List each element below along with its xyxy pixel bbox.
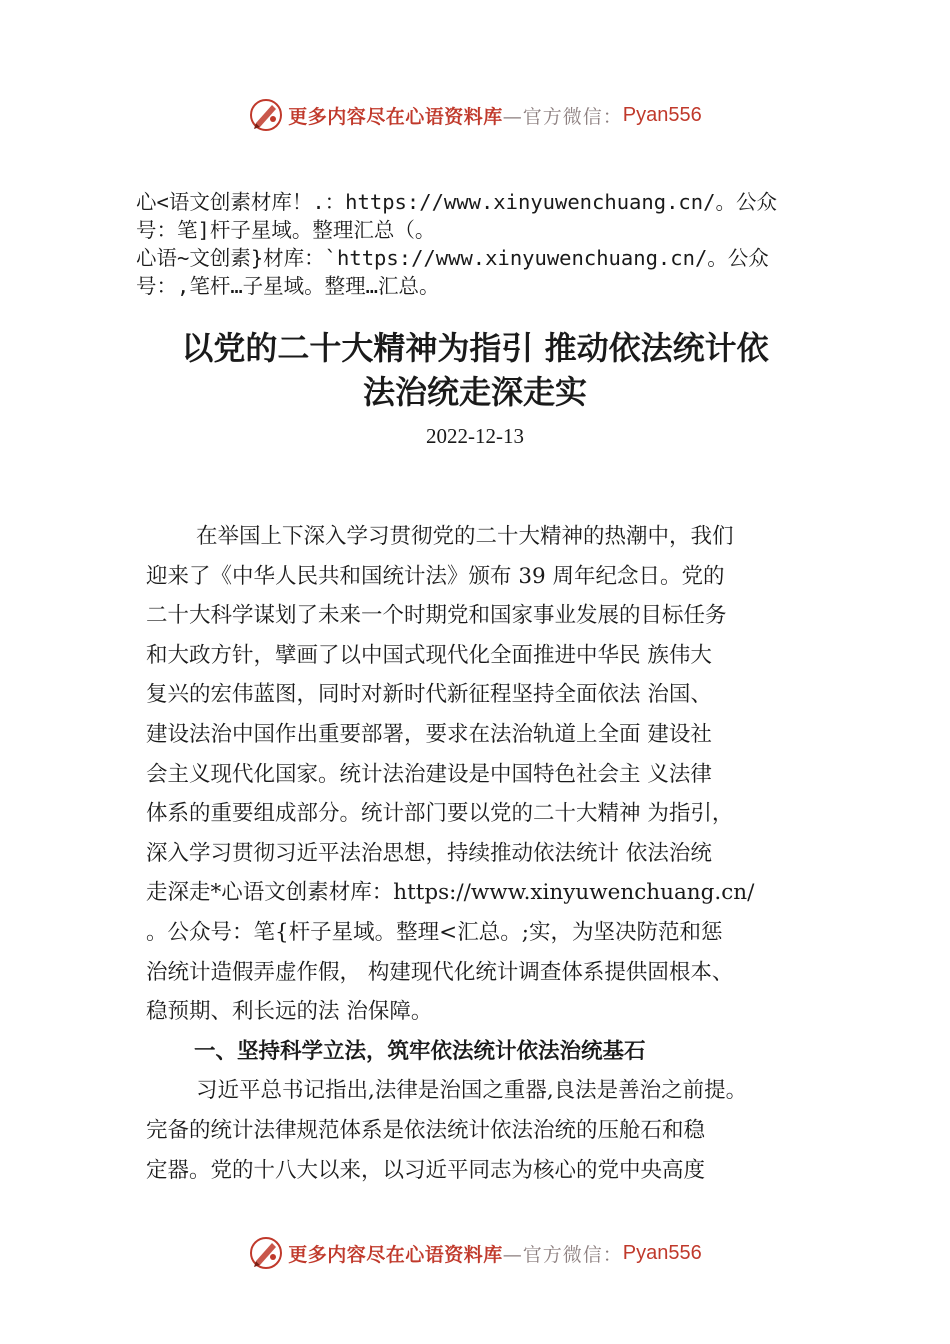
body-line: 和大政方针，擘画了以中国式现代化全面推进中华民 族伟大 bbox=[146, 642, 712, 668]
body-line: 习近平总书记指出,法律是治国之重器,良法是善治之前提。 bbox=[196, 1078, 748, 1104]
body-line: 走深走*心语文创素材库：https://www.xinyuwenchuang.cn/ bbox=[146, 880, 755, 906]
body-line: 会主义现代化国家。统计法治建设是中国特色社会主 义法律 bbox=[146, 761, 712, 787]
body-line: 稳预期、利长远的法 治保障。 bbox=[146, 999, 433, 1025]
watermark-line: 心语~文创素}材库：`https://www.xinyuwenchuang.cn/。公众 bbox=[136, 246, 769, 270]
watermark-line: 心<语文创素材库！.：https://www.xinyuwenchuang.cn/。公众 bbox=[136, 190, 777, 214]
body-line: 定器。党的十八大以来，以习近平同志为核心的党中央高度 bbox=[146, 1157, 706, 1183]
pen-logo-icon bbox=[248, 97, 284, 133]
body-line: 二十大科学谋划了未来一个时期党和国家事业发展的目标任务 bbox=[146, 603, 727, 629]
document-date: 2022-12-13 bbox=[426, 424, 524, 448]
banner-title: 更多内容尽在心语资料库 bbox=[288, 1243, 503, 1266]
body-line: 在举国上下深入学习贯彻党的二十大精神的热潮中，我们 bbox=[196, 524, 734, 549]
watermark-line: 号：,笔杆…子星域。整理…汇总。 bbox=[136, 274, 440, 298]
banner-wechat-id: Pyan556 bbox=[622, 103, 702, 126]
body-line: 。公众号：笔{杆子星域。整理<汇总。;实，为坚决防范和惩 bbox=[146, 919, 723, 945]
banner-wechat-label: —官方微信： bbox=[502, 1243, 623, 1266]
document-body bbox=[146, 517, 826, 1190]
body-line: 深入学习贯彻习近平法治思想，持续推动依法统计 依法治统 bbox=[146, 840, 712, 866]
title-line: 以党的二十大精神为指引 推动依法统计依 bbox=[181, 329, 769, 367]
header-banner bbox=[0, 95, 950, 135]
footer-banner bbox=[0, 1233, 950, 1273]
body-line: 迎来了《中华人民共和国统计法》颁布 39 周年纪念日。党的 bbox=[146, 563, 725, 589]
banner-wechat-label: —官方微信： bbox=[502, 105, 623, 128]
body-line: 治统计造假弄虚作假， 构建现代化统计调查体系提供固根本、 bbox=[146, 959, 734, 985]
watermark-block bbox=[136, 188, 836, 300]
banner-title: 更多内容尽在心语资料库 bbox=[288, 105, 503, 128]
body-line: 建设法治中国作出重要部署，要求在法治轨道上全面 建设社 bbox=[146, 721, 712, 747]
pen-logo-icon bbox=[248, 1235, 284, 1271]
banner-wechat-id: Pyan556 bbox=[622, 1241, 702, 1264]
watermark-line: 号：笔]杆子星域。整理汇总（。 bbox=[136, 218, 436, 242]
body-line: 体系的重要组成部分。统计部门要以党的二十大精神 为指引， bbox=[146, 801, 734, 827]
section-heading: 一、坚持科学立法，筑牢依法统计依法治统基石 bbox=[194, 1038, 646, 1064]
document-title bbox=[100, 326, 850, 414]
body-line: 复兴的宏伟蓝图，同时对新时代新征程坚持全面依法 治国、 bbox=[146, 682, 712, 708]
body-line: 完备的统计法律规范体系是依法统计依法治统的压舱石和稳 bbox=[146, 1117, 706, 1143]
title-line: 法治统走深走实 bbox=[362, 373, 587, 411]
